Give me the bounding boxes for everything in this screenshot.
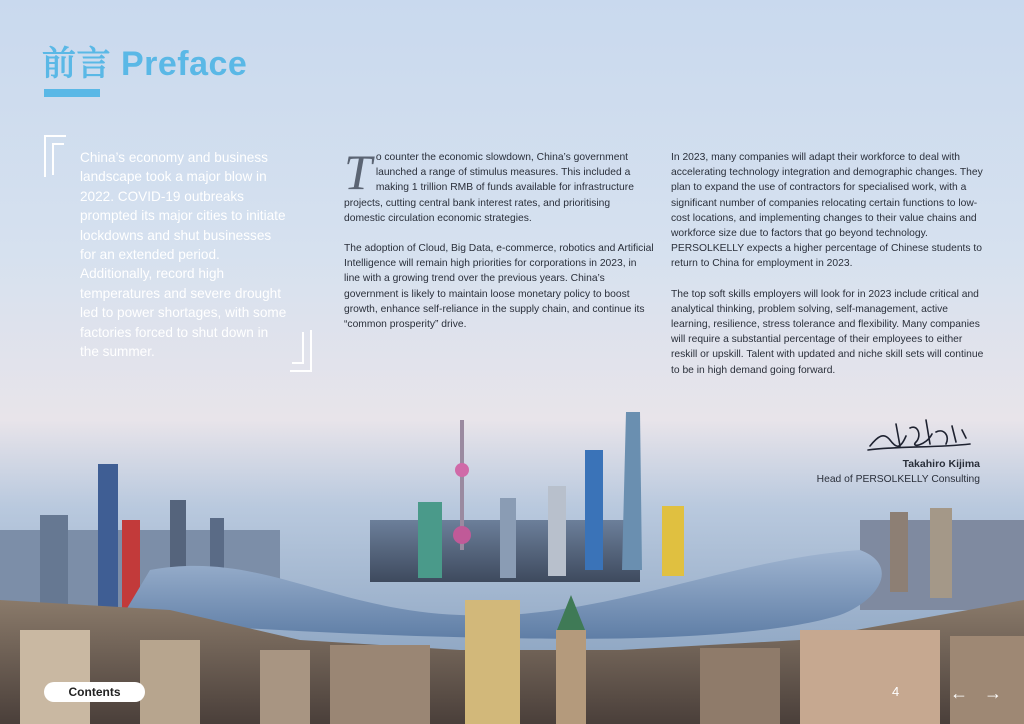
pullquote-text: China’s economy and business landscape took a major blow in 2022. COVID-19 outbreaks prompted its major cities to initiate lockdowns and shut businesses for an extended period. Additionally, record high temperatures and severe drought led to power shortages, with some factories forced to shut down in the summer. [80, 150, 287, 360]
contents-button[interactable]: Contents [44, 682, 145, 702]
body-column-right [671, 150, 986, 393]
shanghai-skyline-image [0, 400, 1024, 724]
close-bracket-icon [290, 330, 312, 372]
middle-paragraph-2: The adoption of Cloud, Big Data, e-commerce, robotics and Artificial Intelligence will remain high priorities for corporations in 2023, in line with a growing trend over the previous years. China’s government is likely to maintain loose monetary policy to boost growth, enhance self-reliance in the supply chain, and continue its “common prosperity” drive. [344, 243, 654, 331]
right-paragraph-2: The top soft skills employers will look for in 2023 include critical and analytical thinking, problem solving, self-management, active learning, resilience, stress tolerance and flexibility. Many companies will require a substantial percentage of their employees to either reskill or upskill. Talent with updated and niche skill sets will continue to be in high demand going forward. [671, 288, 984, 376]
drop-cap: T [344, 144, 372, 200]
page-number: 4 [892, 684, 900, 699]
signatory-role: Head of PERSOLKELLY Consulting [816, 474, 980, 485]
open-bracket-icon [44, 135, 66, 177]
right-paragraph-1: In 2023, many companies will adapt their workforce to deal with accelerating technology integration and demographic changes. They plan to expand the use of contractors for specialised work, with a significant number of companies relocating certain functions to low-cost locations, and implementing changes to their value chains and workforce size due to factors that go beyond technology. PERSOLKELLY expects a higher percentage of Chinese students to return to China for employment in 2023. [671, 152, 983, 270]
signatory-name: Takahiro Kijima [902, 458, 980, 470]
title-underline [44, 89, 100, 97]
page-title: 前言 Preface [42, 45, 248, 83]
body-column-middle [344, 144, 654, 347]
next-page-arrow-icon[interactable]: → [984, 683, 1002, 703]
middle-paragraph-1-text: o counter the economic slowdown, China’s government launched a range of stimulus measures. This included a making 1 trillion RMB of funds available for infrastructure projects, cutting central bank interest rates, and prioritising domestic circulation economic strategies. [344, 152, 634, 224]
prev-page-arrow-icon[interactable]: ← [950, 683, 968, 703]
middle-paragraph-1 [344, 144, 654, 226]
